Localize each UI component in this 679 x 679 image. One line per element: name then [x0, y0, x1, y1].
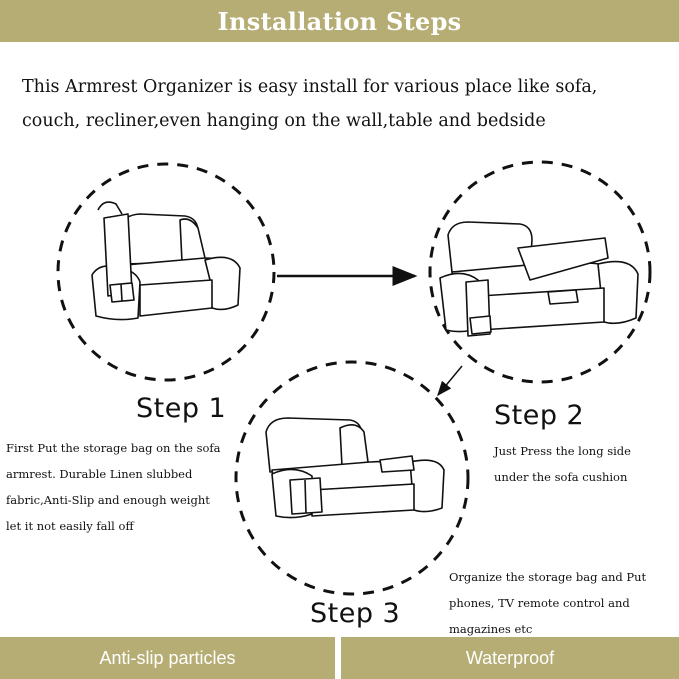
- step2-title: Step 2: [494, 400, 585, 431]
- step1-description: [6, 435, 221, 539]
- step1-title: Step 1: [136, 393, 227, 424]
- step3-desc-line: Organize the storage bag and Put: [449, 570, 647, 584]
- step1-desc-line: armrest. Durable Linen slubbed: [6, 467, 193, 481]
- page-title: Installation Steps: [217, 6, 462, 36]
- sofa-step2-icon: [440, 222, 638, 336]
- footer-banner: [0, 637, 679, 679]
- step3-desc-line: magazines etc: [449, 622, 533, 636]
- step1-desc-line: let it not easily fall off: [6, 519, 134, 533]
- intro-line-1: This Armrest Organizer is easy install for various place like sofa,: [22, 77, 598, 97]
- step2-desc-line: under the sofa cushion: [494, 470, 628, 484]
- step1-desc-line: fabric,Anti-Slip and enough weight: [6, 493, 210, 507]
- arrow-step2-to-step3: [438, 366, 462, 395]
- feature-anti-slip: Anti-slip particles: [0, 637, 335, 679]
- sofa-step1-icon: [92, 202, 240, 320]
- step2-desc-line: Just Press the long side: [494, 444, 631, 458]
- step3-title: Step 3: [310, 598, 401, 629]
- step1-desc-line: First Put the storage bag on the sofa: [6, 441, 221, 455]
- sofa-step3-icon: [266, 418, 444, 518]
- step2-description: [494, 438, 631, 490]
- feature-waterproof: Waterproof: [341, 637, 679, 679]
- intro-line-2: couch, recliner,even hanging on the wall,table and bedside: [22, 111, 546, 131]
- step3-desc-line: phones, TV remote control and: [449, 596, 630, 610]
- step3-description: [449, 564, 646, 642]
